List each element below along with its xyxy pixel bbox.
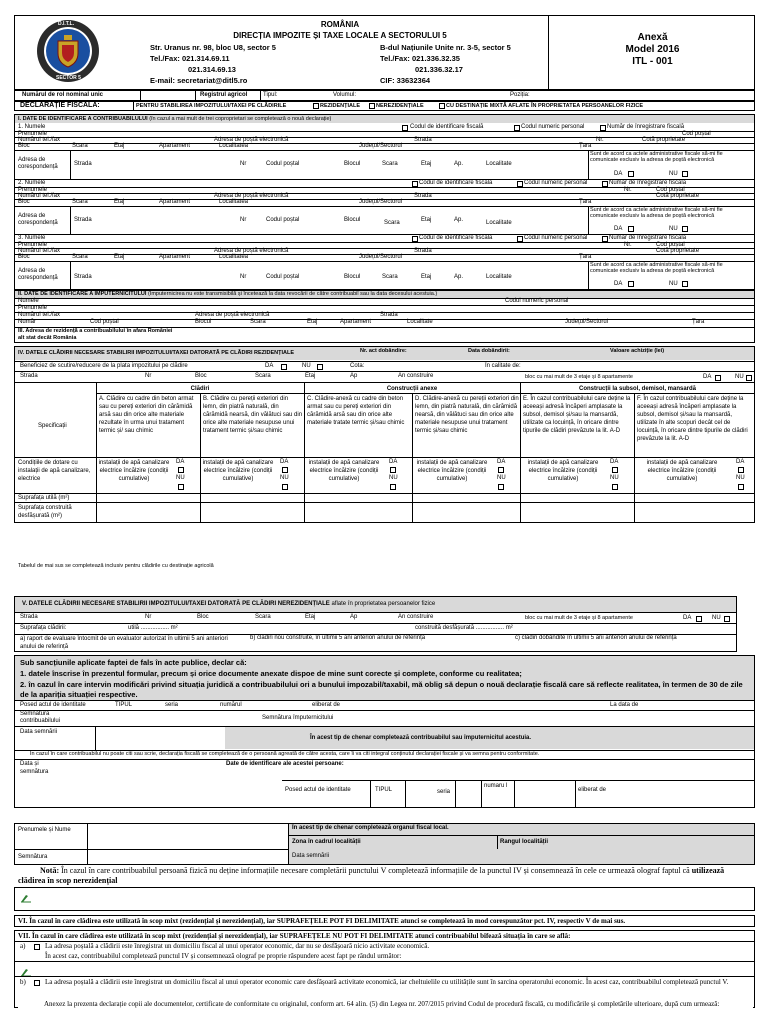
c2-cetaj-label: Etaj	[421, 217, 432, 223]
decl-eliberat2-label: eliberat de	[578, 787, 607, 793]
c3-strada-label: Strada	[414, 248, 432, 254]
s5-strada-label: Strada	[20, 614, 38, 620]
s5-nr-label: Nr	[145, 614, 152, 620]
c1-cloc-label: Localitate	[486, 161, 512, 167]
c2-tel-label: Numărul tel./fax	[18, 193, 61, 199]
c2-reg-label: Număr de înregistrare fiscală	[609, 180, 687, 186]
nota-text: Notă: În cazul în care contribuabilul persoană fizică nu deține informațiile necesare completării punctului V completează informațiile de la punctul IV și consemnează în cele ce urmează olograf faptul că utilizează clădirea în scop nerezidențial	[18, 866, 725, 885]
dotare-B	[200, 457, 304, 493]
s4-an-label: An construire	[398, 373, 434, 379]
logo-text-top: D.I.T.L.	[58, 21, 75, 27]
dotare-E-da-checkbox[interactable]	[612, 467, 618, 473]
s4-scutire-nu-checkbox[interactable]	[317, 364, 323, 370]
c2-cbloc-label: Blocul	[344, 217, 361, 223]
model-label: Model 2016	[625, 44, 680, 55]
org-semn-label: Semnătura	[18, 854, 48, 860]
registru-label: Registrul agricol	[200, 92, 248, 98]
c1-prenume-label: Prenumele	[18, 131, 48, 137]
s4-act-label: Nr. act dobândire:	[360, 348, 407, 354]
pen-icon	[20, 890, 32, 900]
nota-handwrite-box[interactable]	[14, 887, 755, 911]
c2-cap-label: Ap.	[454, 217, 464, 223]
c3-cetaj-label: Etaj	[421, 274, 432, 280]
c2-nr-label: Nr.	[624, 187, 632, 193]
rez-checkbox[interactable]	[313, 103, 319, 109]
s4-cota-label: Cota:	[350, 363, 365, 369]
addr1: Str. Uranus nr. 98, bloc U8, sector 5	[150, 43, 276, 52]
dotare-F	[634, 457, 755, 493]
s5-bloc-label: Bloc	[197, 614, 209, 620]
c1-cnr-label: Nr	[240, 161, 247, 167]
contrib-2	[14, 179, 755, 234]
c2-email-label: Adresa de poștă electronică	[214, 193, 289, 199]
c3-cloc-label: Localitate	[486, 274, 512, 280]
c1-nu-label: NU	[669, 171, 678, 177]
s2-title: II. DATE DE IDENTIFICARE A ÎMPUTERNICITULUI (Împuternicirea nu este transmisibilă și încetează la data revocării de către contribuabil sau la data decesului acestuia.)	[18, 291, 438, 297]
c3-ap-label: Apartament	[159, 254, 191, 260]
s4-anexe-header: Construcții anexe	[386, 386, 438, 392]
s5-da-label: DA	[683, 615, 692, 621]
s4-A-text: A. Clădire cu cadre din beton armat sau cu pereți exteriori din cărămidă arsă sau din orice alte materiale rezultate în urma unui tratament termic și/ sau chimic	[99, 396, 194, 434]
org-prenume-label: Prenumele și Nume	[18, 827, 71, 833]
s4-blocmulti-da-label: DA	[703, 374, 712, 380]
directorate: DIRECȚIA IMPOZITE ȘI TAXE LOCALE A SECTORULUI 5	[233, 31, 447, 40]
c3-cota-label: Cotă proprietate	[656, 248, 700, 254]
c3-numele-label: 3. Numele	[18, 235, 46, 241]
c1-ccod-label: Codul poștal	[266, 161, 300, 167]
s7-text: VII. În cazul în care clădirea este utilizată în scop mixt (rezidențial și nerezidențial), iar SUPRAFEȚELE NU POT FI DELIMITATE atunci contribuabilul bifează situația în care se află:	[18, 932, 571, 940]
dotare-F-da: DA	[736, 459, 745, 465]
s2-email-label: Adresa de poștă electronică	[195, 312, 270, 318]
s4-strada-label: Strada	[20, 373, 38, 379]
s5-sup-label: Suprafața clădirii:	[20, 625, 67, 631]
s4-subsol-header: Construcții la subsol, demisol, mansardă	[578, 386, 697, 392]
c1-cbloc-label: Blocul	[344, 161, 361, 167]
dotare-F-da-checkbox[interactable]	[738, 467, 744, 473]
s7-a-label: a)	[20, 942, 26, 950]
s4-title: IV. DATELE CLĂDIRII NECESARE STABILIRII IMPOZITULUI/TAXEI DATORATĂ PE CLĂDIRI REZIDENȚIALE	[18, 350, 295, 356]
c2-tara-label: Țara	[579, 199, 592, 205]
c3-scara-label: Scara	[72, 254, 88, 260]
c2-agree-label: Sunt de acord ca actele administrative fiscale să-mi fie comunicate exclusiv la adresa de poștă electronică	[590, 207, 723, 219]
s5-etaj-label: Etaj	[305, 614, 316, 620]
c3-cap-label: Ap.	[454, 274, 464, 280]
dotare-C	[304, 457, 412, 493]
s5-c-label: c) clădiri dobândite în ultimii 5 ani anteriori anului de referință	[515, 635, 677, 641]
s3-title: III. Adresa de rezidență a contribuabilului în afara României	[18, 328, 173, 334]
volumul-label: Volumul:	[333, 92, 357, 98]
c2-nu-label: NU	[669, 226, 678, 232]
decl-datasemn-label: Data semnării	[20, 729, 58, 735]
c1-reg-checkbox[interactable]	[600, 125, 606, 131]
s4-F-text: F. În cazul contribuabilului care deține la aceeași adresă încăperi amplasate la subsol, demisol și/sau la mansardă, utilizate în alte scopuri decât cel de locuință, în oricare dintre tipurile de clădiri prevăzute la lit. A-D	[637, 396, 748, 442]
c3-tara-label: Țara	[579, 254, 592, 260]
s4-scutire-nu-label: NU	[302, 363, 311, 369]
mixta-checkbox[interactable]	[439, 103, 445, 109]
s2-cnp-label: Codul numeric personal	[505, 298, 569, 304]
org-data-label: Data semnării	[292, 853, 330, 859]
c3-nr-label: Nr.	[624, 242, 632, 248]
decl-ident-label: Date de identificare ale acestei persoane:	[226, 761, 344, 767]
c1-loc-label: Localitatea	[219, 143, 249, 149]
c1-da-label: DA	[614, 171, 623, 177]
s7-b-checkbox[interactable]	[34, 980, 40, 986]
s5-blocmulti-label: bloc cu mai mult de 3 etaje și 8 apartamente	[525, 615, 633, 621]
tipul-label: Tipul:	[263, 92, 278, 98]
s5-scara-label: Scara	[255, 614, 271, 620]
s7-a-checkbox[interactable]	[34, 944, 40, 950]
c1-cnp-checkbox[interactable]	[514, 125, 520, 131]
s4-util-label: Suprafața utilă (m²)	[18, 495, 70, 501]
s2-loc-label: Localitate	[407, 319, 433, 325]
c3-reg-label: Număr de înregistrare fiscală	[609, 235, 687, 241]
s7-a1-text: La adresa poștală a clădirii este înregistrat un domiciliu fiscal al unui operator economic, dar nu se desfășoară nicio activitate economică.	[45, 942, 430, 950]
c2-cif-checkbox[interactable]	[412, 181, 418, 187]
c2-nu-checkbox[interactable]	[682, 226, 688, 232]
dotare-D-nu: NU	[497, 475, 506, 481]
dotare-F-nu: NU	[736, 475, 745, 481]
s5-nu-label: NU	[712, 615, 721, 621]
c3-cnr-label: Nr	[240, 274, 247, 280]
dotare-F-text: instalații de apă canalizare electrice încălzire (condiții cumulative)	[646, 460, 718, 482]
c1-bloc-label: Bloc	[18, 143, 30, 149]
s2-prenume-label: Prenumele	[18, 305, 48, 311]
dotare-D-text: instalații de apă canalizare electrice încălzire (condiții cumulative)	[416, 460, 488, 482]
c1-email-label: Adresa de poștă electronică	[214, 137, 289, 143]
c3-cnp-label: Codul numeric personal	[524, 235, 588, 241]
s4-ap-label: Ap	[350, 373, 358, 379]
c3-nu-label: NU	[669, 281, 678, 287]
c3-cod-label: Cod poștal	[656, 242, 685, 248]
s4-B-text: B. Clădire cu pereții exteriori din lemn, din piatră naturală, din cărămidă nearsă, din vălătuci sau din orice alte materiale nesupuse unui tratament termic și/sau chimic	[203, 396, 303, 434]
s4-scutire-da-checkbox[interactable]	[281, 364, 287, 370]
c1-cif-label: Codul de identificare fiscală	[410, 124, 484, 130]
c1-scara-label: Scara	[72, 143, 88, 149]
c2-prenume-label: Prenumele	[18, 187, 48, 193]
c3-reg-checkbox[interactable]	[602, 236, 608, 242]
logo-text-bottom: SECTOR 5	[56, 75, 81, 81]
c2-cif-label: Codul de identificare fiscală	[419, 180, 493, 186]
s1-title: I. DATE DE IDENTIFICARE A CONTRIBUABILULUI (în cazul a mai mult de trei coproprietari se completează o nouă declarație)	[18, 116, 332, 122]
tel1b: 021.314.69.13	[188, 65, 236, 74]
org-rang-label: Rangul localității	[500, 839, 549, 845]
s4-scara-label: Scara	[255, 373, 271, 379]
s4-nr-label: Nr	[145, 373, 152, 379]
s7-b-label: b)	[20, 978, 26, 986]
c1-tel-label: Numărul tel./fax	[18, 137, 61, 143]
c3-agree-label: Sunt de acord ca actele administrative fiscale să-mi fie comunicate exclusiv la adresa de poștă electronică	[590, 262, 723, 274]
org-zona-label: Zona în cadrul localității	[292, 839, 361, 845]
s5-da-checkbox[interactable]	[696, 616, 702, 622]
decl-semn-c-label: Semnătura contribuabilului	[20, 711, 61, 724]
s2-numar-label: Număr	[18, 319, 37, 325]
s2-cod-label: Cod poștal	[90, 319, 119, 325]
c1-cota-label: Cotă proprietate	[642, 137, 686, 143]
contrib-1	[14, 123, 755, 179]
c3-cif-checkbox[interactable]	[412, 236, 418, 242]
dotare-A	[96, 457, 200, 493]
c1-nu-checkbox[interactable]	[682, 171, 688, 177]
pozitia-label: Poziția:	[510, 92, 530, 98]
s4-scutire-label: Beneficiez de scutire/reducere de la plata impozitului pe clădire	[20, 363, 188, 369]
decl-line3: 2. în cazul în care intervin modificări privind situația juridică a contribuabilului ori a bunului impozabil/taxabil, mă oblig să depun o nouă declarație fiscală care să reflecte realitatea, în termen de 30 de zile de la apariția situației respective.	[20, 680, 743, 699]
mixta-label: CU DESTINAȚIE MIXTĂ AFLATE ÎN PROPRIETATEA PERSOANELOR FIZICE	[446, 103, 643, 109]
s7-b1-text: La adresa poștală a clădirii este înregistrat un domiciliu fiscal al unui operator economic care desfășoară activitate economică, iar cheltuielile cu utilitățile sunt în sarcina operatorului economic. În acest caz, contribuabilul completează punctul V.	[45, 978, 729, 986]
c1-numele-label: 1. Numele	[18, 124, 46, 130]
dotare-C-da-checkbox[interactable]	[390, 467, 396, 473]
c2-jud-label: Județul/Sectorul	[359, 199, 403, 205]
dotare-E	[520, 457, 634, 493]
declaratie-label: DECLARAȚIE FISCALĂ:	[20, 102, 100, 109]
annex-text: Anexez la prezenta declarație copii ale documentelor, certificate de conformitate cu originalul, conform art. 64 alin. (5) din Legea nr. 207/2015 privind Codul de procedură fiscală, cu modificările și completările ulterioare, după cum urmează:	[18, 1000, 753, 1009]
tel2: Tel./Fax: 021.336.32.35	[380, 54, 460, 63]
c2-numele-label: 2. Numele	[18, 180, 46, 186]
decl-tip-label: TIPUL	[115, 702, 133, 708]
c2-da-label: DA	[614, 226, 623, 232]
c2-cnr-label: Nr	[240, 217, 247, 223]
decl-eliberat-label: eliberat de	[312, 702, 341, 708]
rez-label: REZIDENȚIALE	[320, 103, 361, 109]
decl-chenar-label: În acest tip de chenar completează contribuabilul sau împuternicitul acestuia.	[310, 735, 532, 741]
c3-cbloc-label: Blocul	[344, 274, 361, 280]
s5-b-label: b) clădiri nou construite, în ultimii 5 ani anteriori anului de referință	[250, 635, 426, 641]
c1-cetaj-label: Etaj	[421, 161, 432, 167]
s2-jud-label: Județul/Sectorul	[565, 319, 609, 325]
dotare-F-nu-checkbox[interactable]	[738, 484, 744, 490]
c2-etaj-label: Etaj	[114, 199, 125, 205]
c1-cif-checkbox[interactable]	[402, 125, 408, 131]
c1-jud-label: Județul/Sectorul	[359, 143, 403, 149]
c1-nr-label: Nr.	[596, 137, 604, 143]
c3-da-checkbox[interactable]	[628, 281, 634, 287]
nerez-checkbox[interactable]	[369, 103, 375, 109]
dotare-A-nu: NU	[176, 475, 185, 481]
c1-cod-label: Cod poștal	[682, 131, 711, 137]
decl-line2: 1. datele înscrise în prezentul formular, precum și orice documente anexate dispoe de mine sunt corecte și complete, conforme cu realitatea;	[20, 669, 522, 678]
s4-blocmulti-label: bloc cu mai mult de 3 etaje și 8 apartamente	[525, 374, 633, 380]
c2-cnp-label: Codul numeric personal	[524, 180, 588, 186]
email: E-mail: secretariat@ditl5.ro	[150, 76, 248, 85]
c2-da-checkbox[interactable]	[628, 226, 634, 232]
s4-scutire-da-label: DA	[265, 363, 274, 369]
rol-row	[14, 90, 755, 101]
c2-corr-label: Adresa de corespondență	[18, 213, 58, 226]
dotare-C-nu: NU	[389, 475, 398, 481]
c2-cscara-label: Scara	[384, 220, 400, 226]
c3-corr-label: Adresa de corespondență	[18, 268, 58, 281]
c3-email-label: Adresa de poștă electronică	[214, 248, 289, 254]
org-chenar-label: În acest tip de chenar completează organul fiscal local.	[292, 825, 449, 831]
dotare-B-nu: NU	[280, 475, 289, 481]
decl-act-label: Posed actul de identitate	[20, 702, 86, 708]
contrib-3	[14, 234, 755, 290]
c1-tara-label: Țara	[579, 143, 592, 149]
dotare-B-nu-checkbox[interactable]	[282, 484, 288, 490]
ditl-logo	[36, 17, 100, 85]
dotare-D-da: DA	[497, 459, 506, 465]
c2-scara-label: Scara	[72, 199, 88, 205]
decl-numarul2-label: numaru l	[484, 783, 508, 789]
c2-reg-checkbox[interactable]	[602, 181, 608, 187]
c3-etaj-label: Etaj	[114, 254, 125, 260]
s4-footnote: Tabelul de mai sus se completează inclusiv pentru clădirile cu destinație agricolă	[18, 563, 214, 569]
s2-bloc-label: Blocul	[195, 319, 212, 325]
decl-seria2-label: seria	[437, 789, 451, 795]
c2-cnp-checkbox[interactable]	[517, 181, 523, 187]
decl-line1: Sub sancțiunile aplicate faptei de fals în acte publice, declar că:	[20, 658, 247, 667]
s4-blocmulti-nu-label: NU	[735, 374, 744, 380]
c3-da-label: DA	[614, 281, 623, 287]
c1-da-checkbox[interactable]	[628, 171, 634, 177]
dotare-C-da: DA	[389, 459, 398, 465]
c2-ap-label: Apartament	[159, 199, 191, 205]
s4-dotare-label: Condițiile de dotare cu instalații de apă canalizare, electrice	[18, 460, 91, 482]
decl-act2-label: Posed actul de identitate	[285, 787, 351, 793]
decl-tip2-label: TIPUL	[375, 787, 393, 793]
s5-title: V. DATELE CLĂDIRII NECESARE STABILIRII IMPOZITULUI/TAXEI DATORATĂ PE CLĂDIRI NEREZIDENȚIALE aflate în proprietatea persoanelor fizice	[22, 601, 436, 607]
c2-cstrada-label: Strada	[74, 217, 92, 223]
c1-strada-label: Strada	[414, 137, 432, 143]
pen-icon-2	[20, 964, 32, 974]
s2-strada-label: Strada	[380, 312, 398, 318]
c3-loc-label: Localitatea	[219, 254, 249, 260]
c2-cota-label: Cotă proprietate	[656, 193, 700, 199]
dotare-C-nu-checkbox[interactable]	[390, 484, 396, 490]
c1-reg-label: Număr de înregistrare fiscală	[607, 124, 685, 130]
cif: CIF: 33632364	[380, 76, 431, 85]
s4-bloc-label: Bloc	[195, 373, 207, 379]
dotare-E-nu: NU	[610, 475, 619, 481]
s4-etaj-label: Etaj	[305, 373, 316, 379]
c1-cnp-label: Codul numeric personal	[521, 124, 585, 130]
s7-a2-text: În acest caz, contribuabilul completează punctul IV și consemnează olograf pe proprie răspundere acest fapt pe rândul următor:	[45, 952, 402, 960]
annex-label: Anexă	[637, 32, 668, 43]
c3-nu-checkbox[interactable]	[682, 281, 688, 287]
dotare-A-da: DA	[176, 459, 185, 465]
dotare-D	[412, 457, 520, 493]
c2-strada-label: Strada	[414, 193, 432, 199]
c3-bloc-label: Bloc	[18, 254, 30, 260]
s5-a-label: a) raport de evaluare întocmit de un evaluator autorizat în ultimii 5 ani anteriori anului de referință	[20, 636, 228, 650]
rol-label: Numărul de rol nominal unic	[22, 92, 104, 98]
s2-ap-label: Apartament	[340, 319, 372, 325]
s4-desf-label: Suprafața construită desfășurată (m²)	[18, 505, 72, 519]
addr2: B-dul Națiunile Unite nr. 3-5, sector 5	[380, 43, 511, 52]
s2-etaj-label: Etaj	[307, 319, 318, 325]
nerez-label: NEREZIDENȚIALE	[376, 103, 424, 109]
s5-desf-label: construită desfășurată ................. m²	[415, 625, 513, 631]
dotare-C-text: instalații de apă canalizare electrice încălzire (condiții cumulative)	[308, 460, 380, 482]
c3-ccod-label: Codul poștal	[266, 274, 300, 280]
tel2b: 021.336.32.17	[415, 65, 463, 74]
dotare-A-da-checkbox[interactable]	[178, 467, 184, 473]
c1-corr-label: Adresa de corespondență	[18, 157, 58, 170]
tel1: Tel./Fax: 021.314.69.11	[150, 54, 230, 63]
s3-sub: alt stat decât România	[18, 335, 77, 341]
s2-tara-label: Țara	[692, 319, 705, 325]
s4-C-text: C. Clădire-anexă cu cadre din beton armat sau cu pereți exteriori din cărămidă arsă sau din orice alte materiale tratate termic și/sau chimic	[307, 396, 405, 426]
c3-tel-label: Numărul tel./fax	[18, 248, 61, 254]
s4-spec-label: Specificații	[38, 423, 67, 429]
dotare-B-da: DA	[280, 459, 289, 465]
header-divider	[548, 15, 549, 90]
c1-etaj-label: Etaj	[114, 143, 125, 149]
c3-prenume-label: Prenumele	[18, 242, 48, 248]
c2-loc-label: Localitatea	[219, 199, 249, 205]
dotare-E-da: DA	[610, 459, 619, 465]
decl-note: În cazul în care contribuabilul nu poate citi sau scrie, declarația fiscală se completează de o persoană agreată de către acesta, care îi va citi integral conținutul declarației fiscale și va semna pentru conformitate.	[30, 751, 540, 757]
s4-E-text: E. În cazul contribuabilului care deține la aceeași adresă încăperi amplasate la subsol, demisol și/sau la mansardă, utilizate ca locuință, în oricare dintre tipurile de clădiri prevăzute la lit. A-D	[523, 396, 631, 434]
s4-D-text: D. Clădire-anexă cu pereții exteriori din lemn, din piatră naturală, din cărămidă nearsă, din vălătuci sau din orice alte materiale nesupuse unui tratament termic și/sau chimic	[415, 396, 519, 434]
c3-cif-label: Codul de identificare fiscală	[419, 235, 493, 241]
s6-text: VI. În cazul în care clădirea este utilizată în scop mixt (rezidențial și nerezidențial), iar SUPRAFEȚELE POT FI DELIMITATE atunci se completează în mod corespunzător pct. IV, respectiv V de mai sus.	[18, 917, 626, 925]
s5-an-label: An construire	[398, 614, 434, 620]
purpose-label: PENTRU STABILIREA IMPOZITULUI/TAXEI PE CLĂDIRILE	[136, 103, 287, 109]
s5-util-label: utilă ................. m²	[128, 625, 178, 631]
s5-ap-label: Ap	[350, 614, 358, 620]
decl-datasemn2-label: Data și semnătura	[20, 761, 49, 775]
decl-seria-label: seria	[165, 702, 179, 708]
decl-datade-label: La data de	[610, 702, 639, 708]
c3-cscara-label: Scara	[382, 274, 398, 280]
s4-blocmulti-da-checkbox[interactable]	[715, 375, 721, 381]
c3-jud-label: Județul/Sectorul	[359, 254, 403, 260]
c1-cscara-label: Scara	[382, 161, 398, 167]
dotare-E-nu-checkbox[interactable]	[612, 484, 618, 490]
c2-ccod-label: Codul poștal	[266, 217, 300, 223]
c1-agree-label: Sunt de acord ca actele administrative fiscale să-mi fie comunicate exclusiv la adresa de poștă electronică	[590, 151, 723, 163]
decl-semn-i-label: Semnătura împuternicitului	[262, 715, 334, 721]
dotare-D-nu-checkbox[interactable]	[498, 484, 504, 490]
s5-nu-checkbox[interactable]	[724, 616, 730, 622]
dotare-B-da-checkbox[interactable]	[282, 467, 288, 473]
dotare-A-nu-checkbox[interactable]	[178, 484, 184, 490]
decl-numarul-label: numărul	[220, 702, 242, 708]
c3-cstrada-label: Strada	[74, 274, 92, 280]
dotare-D-da-checkbox[interactable]	[498, 467, 504, 473]
c2-cloc-label: Localitate	[486, 220, 512, 226]
c1-cap-label: Ap.	[454, 161, 464, 167]
c1-cstrada-label: Strada	[74, 161, 92, 167]
dotare-A-text: instalații de apă canalizare electrice încălzire (condiții cumulative)	[98, 460, 170, 482]
s4-calitate-label: În calitate de:	[485, 363, 521, 369]
s2-nume-label: Numele	[18, 298, 39, 304]
s4-cladiri-header: Clădiri	[190, 386, 210, 392]
country: ROMÂNIA	[320, 20, 360, 29]
c3-cnp-checkbox[interactable]	[517, 236, 523, 242]
c2-cod-label: Cod poștal	[656, 187, 685, 193]
dotare-B-text: instalații de apă canalizare electrice încălzire (condiții cumulative)	[202, 460, 274, 482]
s4-val-label: Valoare achiziție (lei)	[610, 348, 665, 354]
dotare-E-text: instalații de apă canalizare electrice încălzire (condiții cumulative)	[527, 460, 599, 482]
c2-bloc-label: Bloc	[18, 199, 30, 205]
s4-blocmulti-nu-checkbox[interactable]	[746, 375, 752, 381]
s4-data-label: Data dobândirii:	[468, 348, 510, 354]
itl-code: ITL - 001	[632, 56, 673, 67]
c1-ap-label: Apartament	[159, 143, 191, 149]
s2-tel-label: Numărul tel./fax	[18, 312, 61, 318]
s2-scara-label: Scara	[250, 319, 266, 325]
